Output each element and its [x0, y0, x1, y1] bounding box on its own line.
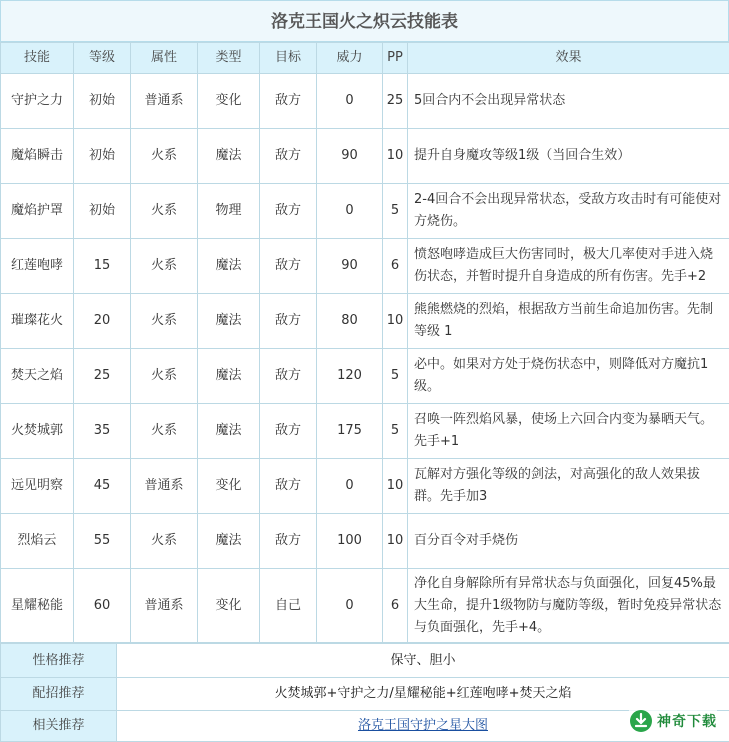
skill-pp: 5: [383, 349, 408, 404]
table-row: [1, 129, 729, 184]
skill-attribute: 火系: [131, 294, 198, 349]
skill-name: 远见明察: [1, 459, 74, 514]
skill-target: 敌方: [260, 459, 317, 514]
skill-pp: 6: [383, 569, 408, 643]
skill-attribute: 火系: [131, 514, 198, 569]
table-header-row: [1, 43, 729, 74]
skill-target: 敌方: [260, 239, 317, 294]
skill-level: 初始: [74, 129, 131, 184]
skill-attribute: 火系: [131, 349, 198, 404]
table-row: [1, 459, 729, 514]
recommend-table: [0, 643, 729, 742]
skill-pp: 6: [383, 239, 408, 294]
skill-name: 魔焰瞬击: [1, 129, 74, 184]
skill-target: 敌方: [260, 404, 317, 459]
skill-type: 物理: [198, 184, 260, 239]
skill-power: 0: [317, 459, 383, 514]
header-pp: PP: [383, 43, 408, 74]
skill-type: 魔法: [198, 404, 260, 459]
skill-name: 红莲咆哮: [1, 239, 74, 294]
skill-effect: 必中。如果对方处于烧伤状态中，则降低对方魔抗1级。: [408, 349, 729, 404]
skill-power: 0: [317, 184, 383, 239]
skill-power: 120: [317, 349, 383, 404]
skill-effect: 净化自身解除所有异常状态与负面强化，回复45%最大生命，提升1级物防与魔防等级，暂时免疫异常状态与负面强化，先手+4。: [408, 569, 729, 643]
skill-type: 魔法: [198, 349, 260, 404]
skill-attribute: 火系: [131, 129, 198, 184]
skill-effect: 愤怒咆哮造成巨大伤害同时，极大几率使对手进入烧伤状态，并暂时提升自身造成的所有伤害。先手+2: [408, 239, 729, 294]
skill-level: 45: [74, 459, 131, 514]
skill-target: 敌方: [260, 349, 317, 404]
combo-row: [1, 678, 729, 711]
page-title: 洛克王国火之炽云技能表: [0, 0, 729, 42]
skill-level: 初始: [74, 74, 131, 129]
table-row: [1, 514, 729, 569]
header-type: 类型: [198, 43, 260, 74]
skill-power: 80: [317, 294, 383, 349]
skill-target: 敌方: [260, 514, 317, 569]
skill-effect: 百分百令对手烧伤: [408, 514, 729, 569]
table-row: [1, 349, 729, 404]
skill-level: 15: [74, 239, 131, 294]
skill-level: 20: [74, 294, 131, 349]
skill-level: 25: [74, 349, 131, 404]
header-attribute: 属性: [131, 43, 198, 74]
related-label: 相关推荐: [1, 711, 117, 742]
skill-level: 35: [74, 404, 131, 459]
combo-label: 配招推荐: [1, 678, 117, 711]
related-link[interactable]: 洛克王国守护之星大图: [358, 718, 488, 733]
skill-table: [0, 42, 729, 643]
header-target: 目标: [260, 43, 317, 74]
skill-target: 敌方: [260, 294, 317, 349]
table-row: [1, 184, 729, 239]
skill-pp: 5: [383, 184, 408, 239]
nature-label: 性格推荐: [1, 644, 117, 678]
table-row: [1, 404, 729, 459]
skill-target: 敌方: [260, 129, 317, 184]
skill-name: 守护之力: [1, 74, 74, 129]
skill-power: 100: [317, 514, 383, 569]
skill-pp: 10: [383, 514, 408, 569]
skill-attribute: 普通系: [131, 74, 198, 129]
skill-pp: 10: [383, 129, 408, 184]
skill-power: 90: [317, 129, 383, 184]
skill-type: 变化: [198, 459, 260, 514]
skill-name: 星耀秘能: [1, 569, 74, 643]
skill-name: 焚天之焰: [1, 349, 74, 404]
skill-type: 魔法: [198, 514, 260, 569]
skill-name: 璀璨花火: [1, 294, 74, 349]
related-row: [1, 711, 729, 742]
skill-type: 变化: [198, 74, 260, 129]
skill-effect: 瓦解对方强化等级的剑法，对高强化的敌人效果拔群。先手加3: [408, 459, 729, 514]
skill-level: 55: [74, 514, 131, 569]
skill-name: 火焚城郭: [1, 404, 74, 459]
skill-level: 60: [74, 569, 131, 643]
skill-pp: 25: [383, 74, 408, 129]
skill-type: 魔法: [198, 239, 260, 294]
skill-type: 魔法: [198, 129, 260, 184]
skill-pp: 5: [383, 404, 408, 459]
skill-attribute: 火系: [131, 404, 198, 459]
skill-attribute: 普通系: [131, 569, 198, 643]
skill-power: 90: [317, 239, 383, 294]
skill-type: 魔法: [198, 294, 260, 349]
table-row: [1, 294, 729, 349]
header-skill: 技能: [1, 43, 74, 74]
skill-effect: 提升自身魔攻等级1级（当回合生效）: [408, 129, 729, 184]
skill-power: 0: [317, 74, 383, 129]
skill-pp: 10: [383, 294, 408, 349]
skill-attribute: 火系: [131, 184, 198, 239]
header-effect: 效果: [408, 43, 729, 74]
skill-target: 敌方: [260, 74, 317, 129]
skill-level: 初始: [74, 184, 131, 239]
skill-effect: 熊熊燃烧的烈焰，根据敌方当前生命追加伤害。先制等级 1: [408, 294, 729, 349]
skill-effect: 召唤一阵烈焰风暴，使场上六回合内变为暴晒天气。先手+1: [408, 404, 729, 459]
skill-target: 自己: [260, 569, 317, 643]
skill-effect: 5回合内不会出现异常状态: [408, 74, 729, 129]
watermark-text: 神奇下载: [657, 711, 717, 731]
skill-power: 0: [317, 569, 383, 643]
header-power: 威力: [317, 43, 383, 74]
table-row: [1, 239, 729, 294]
nature-row: [1, 644, 729, 678]
skill-name: 魔焰护罩: [1, 184, 74, 239]
header-level: 等级: [74, 43, 131, 74]
combo-value: 火焚城郭+守护之力/星耀秘能+红莲咆哮+焚天之焰: [117, 678, 729, 711]
table-row: [1, 74, 729, 129]
table-row: [1, 569, 729, 643]
skill-name: 烈焰云: [1, 514, 74, 569]
site-watermark: [629, 706, 717, 736]
skill-effect: 2-4回合不会出现异常状态，受敌方攻击时有可能使对方烧伤。: [408, 184, 729, 239]
download-logo-icon: [629, 709, 653, 733]
skill-type: 变化: [198, 569, 260, 643]
skill-attribute: 火系: [131, 239, 198, 294]
skill-target: 敌方: [260, 184, 317, 239]
skill-attribute: 普通系: [131, 459, 198, 514]
nature-value: 保守、胆小: [117, 644, 729, 678]
skill-pp: 10: [383, 459, 408, 514]
skill-power: 175: [317, 404, 383, 459]
